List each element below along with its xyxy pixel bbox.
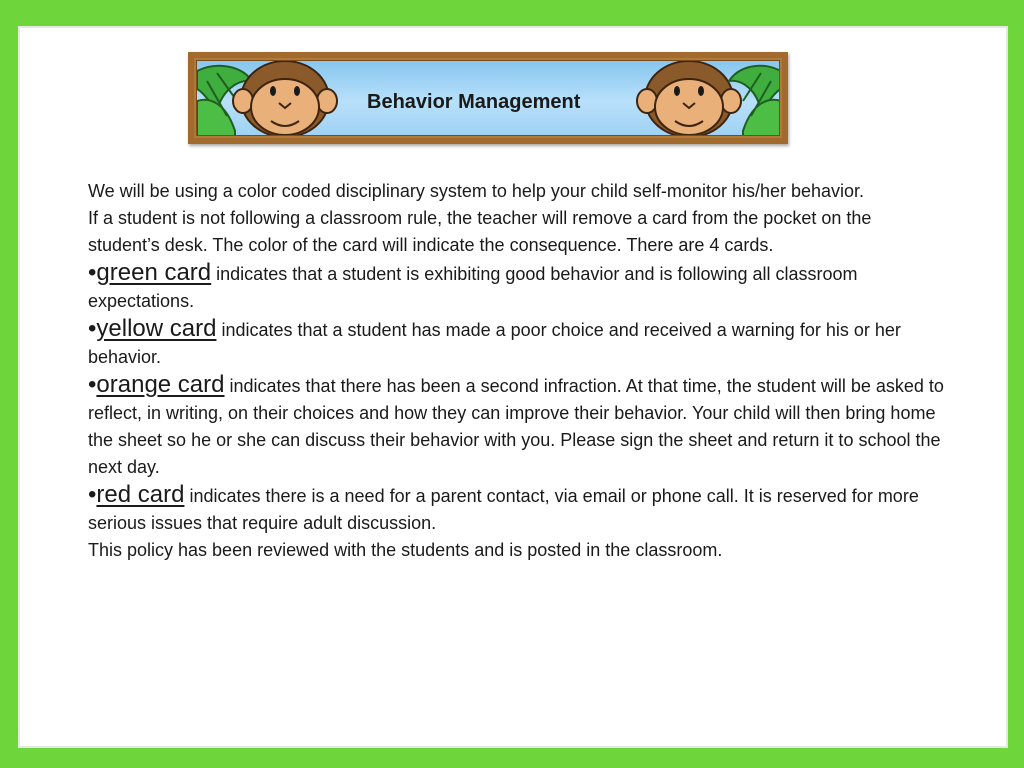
- banner-sky: [196, 60, 780, 136]
- card-name-orange: orange card: [96, 371, 225, 398]
- intro-paragraph: We will be using a color coded disciplinary system to help your child self-monitor his/her behavior.: [88, 181, 865, 201]
- card-text-red: indicates there is a need for a parent contact, via email or phone call. It is reserved for more serious issues that require adult discussion.: [88, 486, 919, 533]
- card-name-yellow: yellow card: [96, 315, 217, 342]
- card-name-green: green card: [96, 259, 212, 286]
- card-item-green: [88, 259, 948, 315]
- title-banner: [188, 52, 788, 144]
- card-name-red: red card: [96, 481, 185, 508]
- card-item-yellow: [88, 315, 948, 371]
- bullet-icon: •: [88, 315, 97, 342]
- card-text-orange: indicates that there has been a second infraction. At that time, the student will be asked to reflect, in writing, on their choices and how they can improve their behavior. Your child will then bring home the sheet so he or she can discuss their behavior with you. Please sign the sheet and return it to school the next day.: [88, 376, 944, 477]
- bullet-icon: •: [88, 481, 97, 508]
- rule-paragraph: If a student is not following a classroom rule, the teacher will remove a card from the pocket on the student’s desk. The color of the card will indicate the consequence. There are 4 cards.: [88, 208, 872, 255]
- closing-paragraph: This policy has been reviewed with the students and is posted in the classroom.: [88, 540, 723, 560]
- card-text-green: indicates that a student is exhibiting good behavior and is following all classroom expectations.: [88, 264, 858, 311]
- card-item-red: [88, 481, 948, 537]
- banner-title: Behavior Management: [367, 91, 581, 113]
- card-text-yellow: indicates that a student has made a poor choice and received a warning for his or her behavior.: [88, 320, 901, 367]
- body-text: [88, 178, 948, 564]
- monkey-icon: [197, 61, 357, 136]
- bullet-icon: •: [88, 371, 97, 398]
- slide-page: [18, 26, 1008, 748]
- monkey-icon: [621, 61, 780, 136]
- card-item-orange: [88, 371, 948, 481]
- bullet-icon: •: [88, 259, 97, 286]
